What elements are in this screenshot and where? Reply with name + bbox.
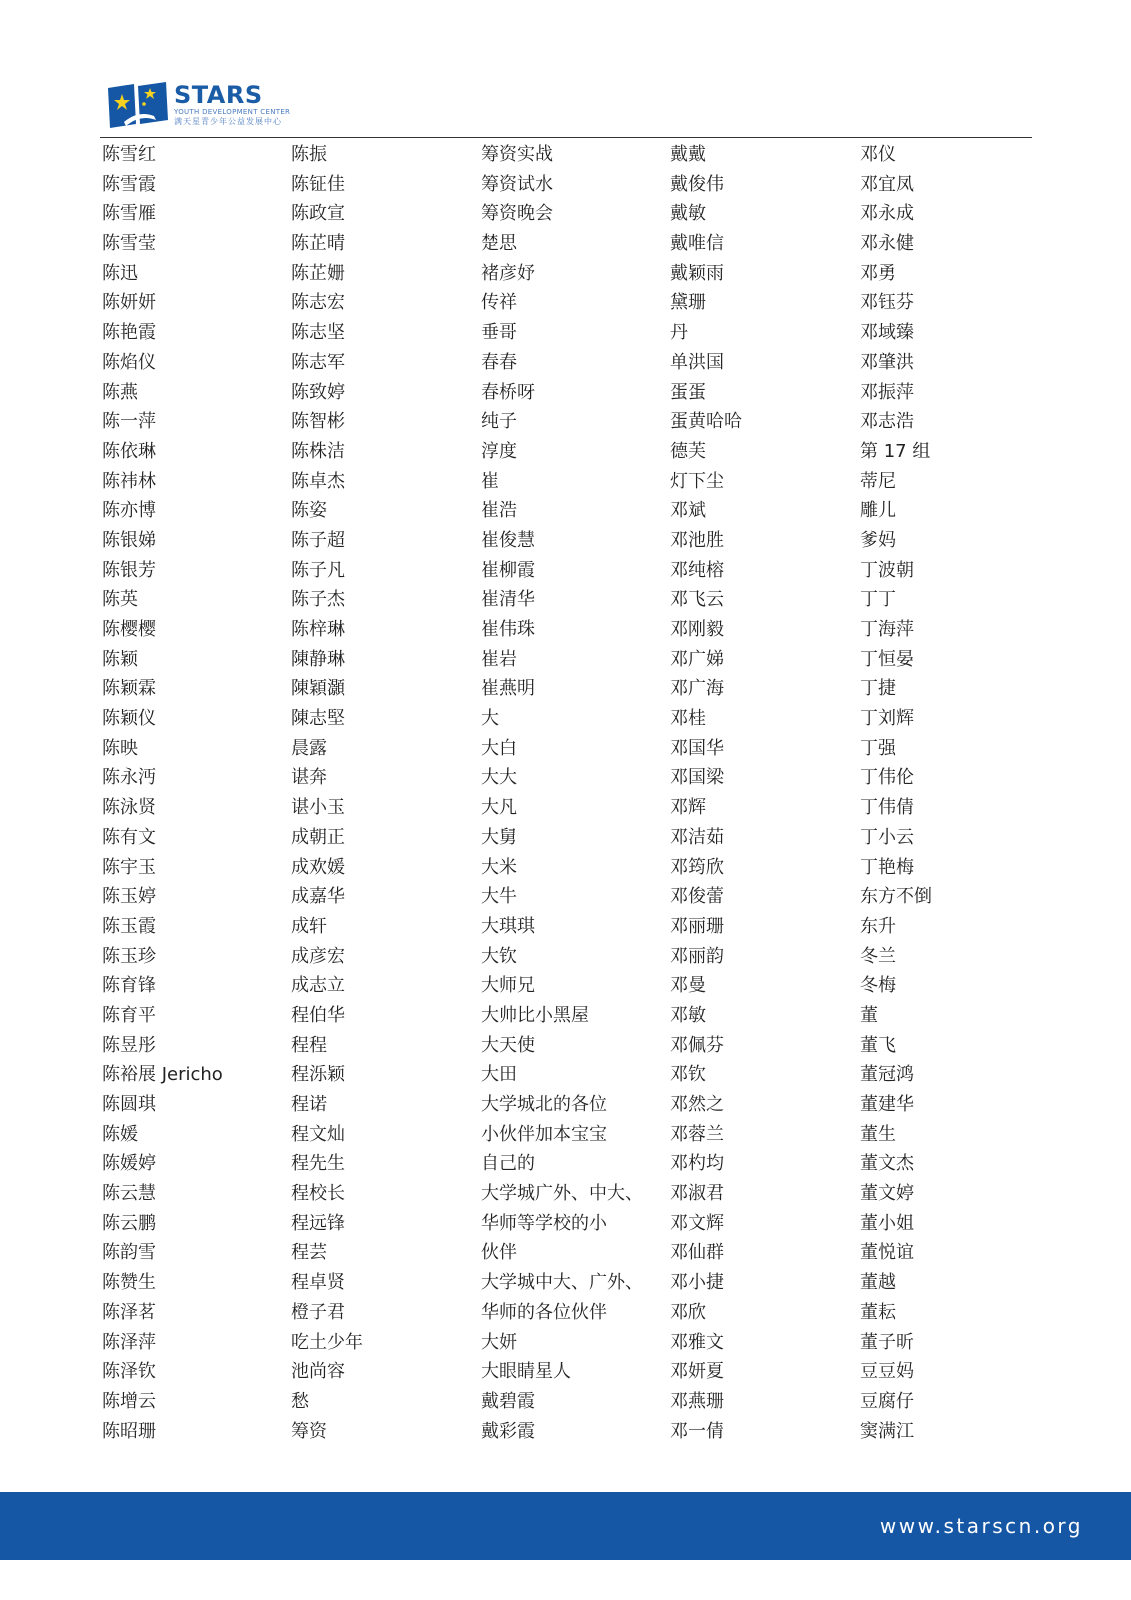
name-entry: 大学城北的各位 <box>481 1094 607 1115</box>
name-entry: 陈宇玉 <box>102 856 156 878</box>
name-entry: 陈泳贤 <box>102 797 156 819</box>
name-entry: 董 <box>860 1004 878 1026</box>
name-column-4 <box>670 140 742 1446</box>
name-entry: 蛋黄哈哈 <box>670 411 742 433</box>
name-entry: 陈云慧 <box>102 1183 156 1205</box>
name-entry: 程泺颖 <box>291 1064 345 1086</box>
name-entry: 程卓贤 <box>291 1272 345 1294</box>
name-entry: 陈樱樱 <box>102 619 156 640</box>
name-entry: 邓桂 <box>670 708 706 730</box>
name-column-5 <box>860 140 932 1446</box>
name-entry: 邓钰芬 <box>860 292 914 314</box>
name-entry: 董冠鸿 <box>860 1064 914 1086</box>
name-entry: 谌小玉 <box>291 797 345 819</box>
name-entry: 崔岩 <box>481 648 517 670</box>
name-entry: 大师兄 <box>481 975 535 997</box>
name-entry: 陈梓琳 <box>291 619 345 640</box>
name-entry: 陈志军 <box>291 351 345 373</box>
name-entry: 邓筠欣 <box>670 856 724 878</box>
name-entry: 崔 <box>481 470 499 492</box>
name-entry: 邓文辉 <box>670 1212 724 1234</box>
name-entry: 雕儿 <box>860 500 896 522</box>
name-entry: 董悦谊 <box>860 1242 914 1264</box>
name-entry: 筹资晚会 <box>481 203 553 225</box>
name-entry: 陈永沔 <box>102 767 156 789</box>
name-entry: 陳穎灝 <box>291 678 345 700</box>
name-entry: 陈子凡 <box>291 559 345 581</box>
name-entry: 华师等学校的小 <box>481 1212 607 1234</box>
name-entry: 陈芷晴 <box>291 233 345 255</box>
name-entry: 成嘉华 <box>291 886 345 908</box>
name-entry: 陳志堅 <box>291 708 345 730</box>
name-entry: 垂哥 <box>481 322 517 344</box>
name-entry: 陈圆琪 <box>102 1094 156 1115</box>
name-entry: 陈艳霞 <box>102 322 156 344</box>
header-divider <box>100 137 1032 138</box>
name-entry: 小伙伴加本宝宝 <box>481 1123 607 1145</box>
name-entry: 邓飞云 <box>670 589 724 611</box>
name-entry: 东方不倒 <box>860 886 932 908</box>
name-entry: 邓淑君 <box>670 1183 724 1205</box>
name-entry: 爹妈 <box>860 529 896 551</box>
name-entry: 东升 <box>860 915 896 937</box>
name-entry: 陈燕 <box>102 381 138 403</box>
name-entry: 丁艳梅 <box>860 856 914 878</box>
name-entry: 邓域臻 <box>860 322 914 344</box>
name-entry: 陈韵雪 <box>102 1242 156 1264</box>
name-entry: 程先生 <box>291 1153 345 1175</box>
name-entry: 成志立 <box>291 975 345 997</box>
name-entry: 大凡 <box>481 797 517 819</box>
name-entry: 戴颖雨 <box>670 262 724 284</box>
name-entry: 灯下尘 <box>670 470 724 492</box>
name-entry: 邓池胜 <box>670 529 724 551</box>
name-entry: 陈泽萍 <box>102 1331 156 1353</box>
name-entry: 陈有文 <box>102 826 156 848</box>
name-entry: 陈雪莹 <box>102 233 156 255</box>
name-entry: 邓勇 <box>860 262 896 284</box>
name-entry: 崔清华 <box>481 589 535 611</box>
name-entry: 邓肇洪 <box>860 351 914 373</box>
name-entry: 邓雅文 <box>670 1331 724 1353</box>
name-entry: 董文杰 <box>860 1153 914 1175</box>
name-entry: 丁捷 <box>860 678 896 700</box>
name-entry: 愁 <box>291 1390 309 1412</box>
footer-band <box>0 1492 1131 1560</box>
name-entry: 大田 <box>481 1064 517 1086</box>
name-entry: 邓广娣 <box>670 648 724 670</box>
name-entry: 陈玉霞 <box>102 915 156 937</box>
name-entry: 窦满江 <box>860 1420 914 1442</box>
name-entry: 陳静琳 <box>291 648 345 670</box>
name-entry: 陈英 <box>102 589 138 611</box>
name-entry: 陈致婷 <box>291 381 345 403</box>
name-entry: 程芸 <box>291 1242 327 1264</box>
name-entry: 董小姐 <box>860 1212 914 1234</box>
name-entry: 邓永成 <box>860 203 914 225</box>
name-entry: 陈雪雁 <box>102 203 156 225</box>
stars-logo-icon <box>104 80 176 132</box>
name-entry: 陈银芳 <box>102 559 156 581</box>
name-entry: 陈志坚 <box>291 322 345 344</box>
name-entry: 大大 <box>481 767 517 789</box>
name-entry: 豆腐仔 <box>860 1390 914 1412</box>
name-entry: 戴彩霞 <box>481 1420 535 1442</box>
name-entry: 陈卓杰 <box>291 470 345 492</box>
name-column-3 <box>481 140 643 1446</box>
name-entry: 黛珊 <box>670 292 706 314</box>
name-entry: 陈迅 <box>102 262 138 284</box>
brand-subtitle-cn: 满天星青少年公益发展中心 <box>174 117 282 126</box>
name-entry: 陈云鹏 <box>102 1212 156 1234</box>
name-entry: 蛋蛋 <box>670 381 706 403</box>
name-entry: 成彦宏 <box>291 945 345 967</box>
name-entry: 陈焰仪 <box>102 351 156 373</box>
name-entry: 成朝正 <box>291 826 345 848</box>
brand-name: STARS <box>174 81 263 109</box>
name-entry: 董生 <box>860 1123 896 1145</box>
name-entry: 董飞 <box>860 1034 896 1056</box>
page-header <box>100 80 1030 138</box>
name-entry: 陈智彬 <box>291 411 345 433</box>
name-entry: 大天使 <box>481 1034 535 1056</box>
name-entry: 邓小捷 <box>670 1272 724 1294</box>
name-entry: 邓国华 <box>670 737 724 759</box>
name-entry: 邓宜凤 <box>860 173 914 195</box>
name-entry: 第 17 组 <box>860 440 931 462</box>
name-entry: 陈妍妍 <box>102 292 156 314</box>
name-entry: 传祥 <box>481 292 517 314</box>
name-entry: 邓刚毅 <box>670 619 724 640</box>
name-entry: 大眼睛星人 <box>481 1361 571 1383</box>
name-entry: 邓妍夏 <box>670 1361 724 1383</box>
name-entry: 邓国梁 <box>670 767 724 789</box>
name-entry: 褚彦妤 <box>481 262 535 284</box>
name-entry: 戴碧霞 <box>481 1390 535 1412</box>
name-entry: 陈雪霞 <box>102 173 156 195</box>
name-entry: 纯子 <box>481 411 517 433</box>
name-entry: 大妍 <box>481 1331 517 1353</box>
name-entry: 崔浩 <box>481 500 517 522</box>
name-entry: 陈玉珍 <box>102 945 156 967</box>
name-entry: 大牛 <box>481 886 517 908</box>
name-entry: 董文婷 <box>860 1183 914 1205</box>
name-entry: 戴俊伟 <box>670 173 724 195</box>
name-column-2 <box>291 140 363 1446</box>
name-entry: 成欢媛 <box>291 856 345 878</box>
name-entry: 陈媛 <box>102 1123 138 1145</box>
name-column-1 <box>102 140 223 1446</box>
name-entry: 丁波朝 <box>860 559 914 581</box>
name-entry: 丁伟倩 <box>860 797 914 819</box>
name-entry: 大米 <box>481 856 517 878</box>
name-entry: 陈芷姗 <box>291 262 345 284</box>
name-entry: 德芙 <box>670 440 706 462</box>
name-entry: 陈钲佳 <box>291 173 345 195</box>
name-entry: 邓斌 <box>670 500 706 522</box>
name-entry: 崔俊慧 <box>481 529 535 551</box>
name-entry: 董建华 <box>860 1094 914 1115</box>
name-entry: 陈媛婷 <box>102 1153 156 1175</box>
name-entry: 邓振萍 <box>860 381 914 403</box>
name-entry: 单洪国 <box>670 351 724 373</box>
name-entry: 邓志浩 <box>860 411 914 433</box>
name-entry: 筹资 <box>291 1420 327 1442</box>
name-entry: 筹资试水 <box>481 173 553 195</box>
name-entry: 橙子君 <box>291 1301 345 1323</box>
name-entry: 邓一倩 <box>670 1420 724 1442</box>
name-entry: 陈振 <box>291 144 327 165</box>
name-entry: 程校长 <box>291 1183 345 1205</box>
name-entry: 丁小云 <box>860 826 914 848</box>
name-entry: 筹资实战 <box>481 144 553 165</box>
name-entry: 程伯华 <box>291 1004 345 1026</box>
name-entry: 邓丽韵 <box>670 945 724 967</box>
name-entry: 程程 <box>291 1034 327 1056</box>
name-entry: 崔燕明 <box>481 678 535 700</box>
name-entry: 董子昕 <box>860 1331 914 1353</box>
name-entry: 邓永健 <box>860 233 914 255</box>
name-entry: 邓纯榕 <box>670 559 724 581</box>
name-entry: 春桥呀 <box>481 381 535 403</box>
name-entry: 陈泽茗 <box>102 1301 156 1323</box>
name-entry: 大琪琪 <box>481 915 535 937</box>
name-entry: 董耘 <box>860 1301 896 1323</box>
name-entry: 丁伟伦 <box>860 767 914 789</box>
name-entry: 程文灿 <box>291 1123 345 1145</box>
name-entry: 陈政宣 <box>291 203 345 225</box>
name-entry: 邓欣 <box>670 1301 706 1323</box>
name-entry: 邓曼 <box>670 975 706 997</box>
name-entry: 邓佩芬 <box>670 1034 724 1056</box>
name-entry: 陈玉婷 <box>102 886 156 908</box>
name-entry: 邓敏 <box>670 1004 706 1026</box>
brand-block <box>174 82 290 127</box>
name-entry: 丁丁 <box>860 589 896 611</box>
name-entry: 丁海萍 <box>860 619 914 640</box>
name-entry: 陈亦博 <box>102 500 156 522</box>
brand-subtitle-en: YOUTH DEVELOPMENT CENTER <box>174 108 291 116</box>
name-entry: 邓丽珊 <box>670 915 724 937</box>
name-entry: 伙伴 <box>481 1242 517 1264</box>
name-entry: 陈雪红 <box>102 144 156 165</box>
name-entry: 陈育平 <box>102 1004 156 1026</box>
name-entry: 邓俊蕾 <box>670 886 724 908</box>
name-entry: 程诺 <box>291 1094 327 1115</box>
name-entry: 崔伟珠 <box>481 619 535 640</box>
name-entry: 陈祎林 <box>102 470 156 492</box>
name-entry: 邓然之 <box>670 1094 724 1115</box>
name-entry: 陈志宏 <box>291 292 345 314</box>
name-entry: 丁恒晏 <box>860 648 914 670</box>
name-entry: 程远锋 <box>291 1212 345 1234</box>
name-entry: 陈昱彤 <box>102 1034 156 1056</box>
name-entry: 陈泽钦 <box>102 1361 156 1383</box>
name-entry: 蒂尼 <box>860 470 896 492</box>
name-entry: 华师的各位伙伴 <box>481 1301 607 1323</box>
name-entry: 邓仪 <box>860 144 896 165</box>
name-entry: 陈子杰 <box>291 589 345 611</box>
name-entry: 陈增云 <box>102 1390 156 1412</box>
name-entry: 丹 <box>670 322 688 344</box>
name-entry: 晨露 <box>291 737 327 759</box>
name-entry: 邓广海 <box>670 678 724 700</box>
name-entry: 邓钦 <box>670 1064 706 1086</box>
name-entry: 大 <box>481 708 499 730</box>
name-entry: 大钦 <box>481 945 517 967</box>
name-entry: 陈颖 <box>102 648 138 670</box>
name-entry: 陈裕展 Jericho <box>102 1064 223 1086</box>
name-entry: 谌奔 <box>291 767 327 789</box>
name-entry: 陈颖仪 <box>102 708 156 730</box>
name-entry: 陈银娣 <box>102 529 156 551</box>
name-entry: 成轩 <box>291 915 327 937</box>
name-entry: 崔柳霞 <box>481 559 535 581</box>
name-entry: 董越 <box>860 1272 896 1294</box>
name-entry: 邓洁茹 <box>670 826 724 848</box>
name-entry: 陈姿 <box>291 500 327 522</box>
name-entry: 邓蓉兰 <box>670 1123 724 1145</box>
name-entry: 陈颖霖 <box>102 678 156 700</box>
name-entry: 楚思 <box>481 233 517 255</box>
name-entry: 邓杓均 <box>670 1153 724 1175</box>
name-entry: 丁刘辉 <box>860 708 914 730</box>
name-entry: 池尚容 <box>291 1361 345 1383</box>
name-entry: 陈株洁 <box>291 440 345 462</box>
name-entry: 陈依琳 <box>102 440 156 462</box>
name-entry: 陈昭珊 <box>102 1420 156 1442</box>
name-entry: 邓燕珊 <box>670 1390 724 1412</box>
footer-url[interactable]: www.starscn.org <box>879 1514 1083 1538</box>
name-entry: 陈子超 <box>291 529 345 551</box>
name-entry: 陈赞生 <box>102 1272 156 1294</box>
name-entry: 丁强 <box>860 737 896 759</box>
name-entry: 邓辉 <box>670 797 706 819</box>
name-entry: 大学城广外、中大、 <box>481 1183 643 1205</box>
name-entry: 大白 <box>481 737 517 759</box>
name-entry: 大帅比小黑屋 <box>481 1004 589 1026</box>
name-entry: 春春 <box>481 351 517 373</box>
name-entry: 豆豆妈 <box>860 1361 914 1383</box>
name-entry: 戴戴 <box>670 144 706 165</box>
name-entry: 大学城中大、广外、 <box>481 1272 643 1294</box>
name-entry: 吃土少年 <box>291 1331 363 1353</box>
name-entry: 戴唯信 <box>670 233 724 255</box>
name-entry: 淳度 <box>481 440 517 462</box>
name-entry: 陈映 <box>102 737 138 759</box>
name-entry: 冬兰 <box>860 945 896 967</box>
name-entry: 大舅 <box>481 826 517 848</box>
name-entry: 戴敏 <box>670 203 706 225</box>
name-entry: 陈一萍 <box>102 411 156 433</box>
name-entry: 自己的 <box>481 1153 535 1175</box>
name-entry: 邓仙群 <box>670 1242 724 1264</box>
name-entry: 陈育锋 <box>102 975 156 997</box>
name-entry: 冬梅 <box>860 975 896 997</box>
